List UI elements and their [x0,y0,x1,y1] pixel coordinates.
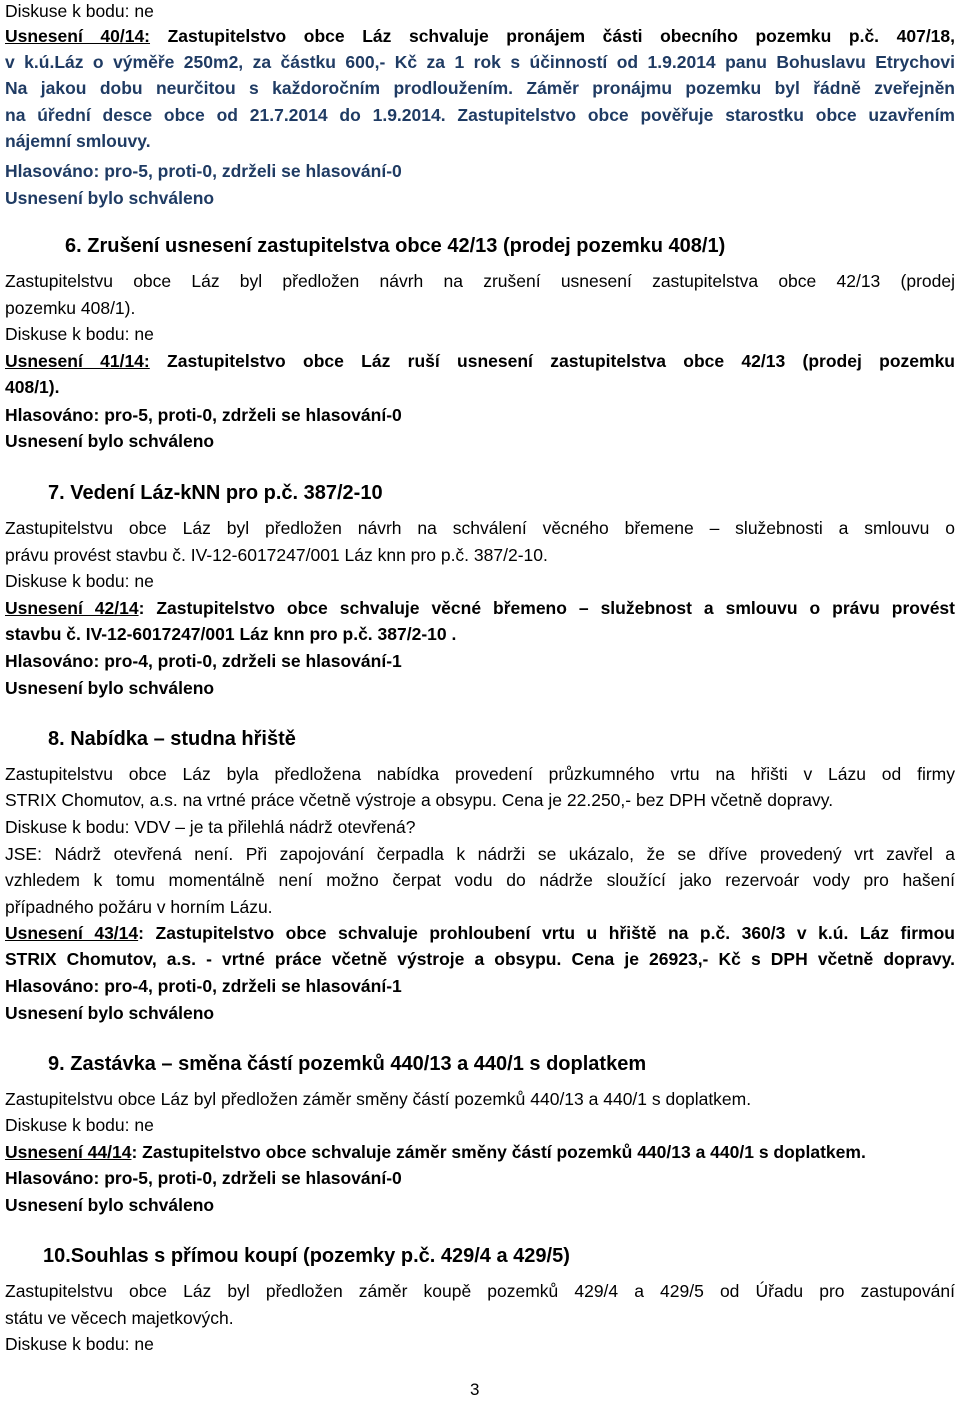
section-8-heading: 8. Nabídka – studna hřiště [48,728,296,750]
resolution-text-line: v k.ú.Láz o výměře 250m2, za částku 600,- Kč za 1 rok s účinností od 1.9.2014 panu Bohuslavu Etrychovi [5,52,955,72]
discussion-line: Diskuse k bodu: VDV – je ta přilehlá nádrž otevřená? [5,817,416,837]
resolution-number: Usnesení 40/14: [5,26,151,46]
paragraph-line: STRIX Chomutov, a.s. na vrtné práce včetně výstroje a obsypu. Cena je 22.250,- bez DPH včetně dopravy. [5,790,834,810]
vote-line: Hlasováno: pro-5, proti-0, zdrželi se hlasování-0 [5,161,402,181]
vote-line: Hlasováno: pro-5, proti-0, zdrželi se hlasování-0 [5,1168,402,1188]
resolution-number: Usnesení 42/14 [5,598,139,618]
approved-line: Usnesení bylo schváleno [5,1195,215,1215]
resolution-text-line: na úřední desce obce od 21.7.2014 do 1.9.2014. Zastupitelstvo obce pověřuje starostku obce uzavřením [5,105,955,125]
paragraph-line: Zastupitelstvu obce Láz byla předložena nabídka provedení průzkumného vrtu na hřišti v Lázu od firmy [5,764,955,784]
approved-line: Usnesení bylo schváleno [5,678,215,698]
paragraph-line: vzhledem k tomu momentálně není možno čerpat vodu do nádrže sloužící jako rezervoár vody pro hašení [5,870,955,890]
resolution-text: : Zastupitelstvo obce schvaluje záměr směny částí pozemků 440/13 a 440/1 s doplatkem. [131,1142,866,1162]
resolution-text-line: STRIX Chomutov, a.s. - vrtné práce včetně výstroje a obsypu. Cena je 26923,- Kč s DPH včetně dopravy. [5,949,955,969]
resolution-line [5,922,955,944]
discussion-line: Diskuse k bodu: ne [5,1334,154,1354]
resolution-number: Usnesení 41/14: [5,351,150,371]
paragraph-line: právu provést stavbu č. IV-12-6017247/001 Láz knn pro p.č. 387/2-10. [5,545,548,565]
paragraph-line: Zastupitelstvu obce Láz byl předložen návrh na zrušení usnesení zastupitelstva obce 42/13 (prodej [5,271,955,291]
discussion-line: Diskuse k bodu: ne [5,324,154,344]
section-10-heading: 10.Souhlas s přímou koupí (pozemky p.č. 429/4 a 429/5) [43,1245,570,1267]
approved-line: Usnesení bylo schváleno [5,431,215,451]
resolution-text: : Zastupitelstvo obce schvaluje prohloubení vrtu u hřiště na p.č. 360/3 v k.ú. Láz firmou [138,923,955,943]
resolution-text-line: Na jakou dobu neurčitou s každoročním prodloužením. Záměr pronájmu pozemku byl řádně zveřejněn [5,78,955,98]
paragraph-line: Zastupitelstvu obce Láz byl předložen záměr směny částí pozemků 440/13 a 440/1 s doplatkem. [5,1089,752,1109]
resolution-line [5,597,955,619]
discussion-line: Diskuse k bodu: ne [5,1,154,21]
resolution-text-line: nájemní smlouvy. [5,131,151,151]
vote-line: Hlasováno: pro-5, proti-0, zdrželi se hlasování-0 [5,405,402,425]
resolution-text-line: stavbu č. IV-12-6017247/001 Láz knn pro p.č. 387/2-10 . [5,624,457,644]
resolution-number: Usnesení 44/14 [5,1142,132,1162]
resolution-text: : Zastupitelstvo obce schvaluje věcné břemeno – služebnost a smlouvu o právu provést [138,598,955,618]
section-9-heading: 9. Zastávka – směna částí pozemků 440/13 a 440/1 s doplatkem [48,1053,647,1075]
resolution-line [5,25,955,47]
page-number: 3 [470,1380,480,1399]
paragraph-line: Zastupitelstvu obce Láz byl předložen návrh na schválení věcného břemene – služebnosti a smlouvu o [5,518,955,538]
resolution-line [5,1141,866,1163]
paragraph-line: Zastupitelstvu obce Láz byl předložen záměr koupě pozemků 429/4 a 429/5 od Úřadu pro zastupování [5,1281,955,1301]
approved-line: Usnesení bylo schváleno [5,188,215,208]
discussion-line: Diskuse k bodu: ne [5,571,154,591]
paragraph-line: JSE: Nádrž otevřená není. Při zapojování čerpadla k nádrži se ukázalo, že se dříve provedený vrt zavřel a [5,844,955,864]
vote-line: Hlasováno: pro-4, proti-0, zdrželi se hlasování-1 [5,976,402,996]
resolution-number: Usnesení 43/14 [5,923,139,943]
resolution-text-line: 408/1). [5,377,60,397]
paragraph-line: státu ve věcech majetkových. [5,1308,234,1328]
approved-line: Usnesení bylo schváleno [5,1003,215,1023]
paragraph-line: pozemku 408/1). [5,298,136,318]
paragraph-line: případného požáru v horním Lázu. [5,897,273,917]
vote-line: Hlasováno: pro-4, proti-0, zdrželi se hlasování-1 [5,651,402,671]
resolution-line [5,350,955,372]
discussion-line: Diskuse k bodu: ne [5,1115,154,1135]
resolution-text: Zastupitelstvo obce Láz ruší usnesení zastupitelstva obce 42/13 (prodej pozemku [149,351,955,371]
section-7-heading: 7. Vedení Láz-kNN pro p.č. 387/2-10 [48,482,383,504]
resolution-text: Zastupitelstvo obce Láz schvaluje pronájem části obecního pozemku p.č. 407/18, [150,26,956,46]
section-6-heading: 6. Zrušení usnesení zastupitelstva obce 42/13 (prodej pozemku 408/1) [65,235,726,257]
